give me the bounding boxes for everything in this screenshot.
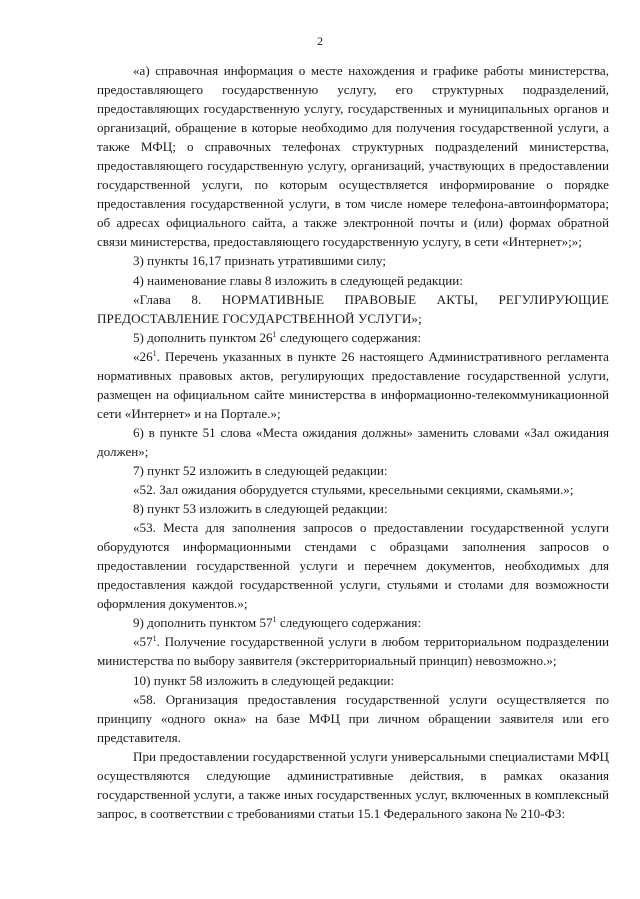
document-body xyxy=(97,61,609,823)
paragraph-item-6: 6) в пункте 51 слова «Места ожидания должны» заменить словами «Зал ожидания должен»; xyxy=(97,424,609,459)
paragraph-53: «53. Места для заполнения запросов о предоставлении государственной услуги оборудуются информационными стендами с образцами заполнения запросов о предоставлении государственной услуги и перечнем документов, необходимых для предоставления каждой государственной услуги, стульями и столами для возможности оформления документов.»; xyxy=(97,520,609,612)
superscript: 1 xyxy=(272,329,277,339)
paragraph-item-7: 7) пункт 52 изложить в следующей редакции: xyxy=(133,462,388,478)
paragraph-item-4: 4) наименование главы 8 изложить в следующей редакции: xyxy=(133,272,463,288)
paragraph-57-1 xyxy=(97,632,609,670)
chapter-8-heading: «Глава 8. НОРМАТИВНЫЕ ПРАВОВЫЕ АКТЫ, РЕГУЛИРУЮЩИЕ ПРЕДОСТАВЛЕНИЕ ГОСУДАРСТВЕННОЙ УСЛУГИ»; xyxy=(97,291,609,326)
paragraph-item-10: 10) пункт 58 изложить в следующей редакции: xyxy=(133,672,395,688)
paragraph-text: . Получение государственной услуги в любом территориальном подразделении министерства по выбору заявителя (экстерриториальный принцип) невозможно.»; xyxy=(97,634,609,669)
paragraph-info-a: «а) справочная информация о месте нахождения и графике работы министерства, предоставляющего государственную услугу, его структурных подразделений, предоставляющих государственную услугу, государственных и муниципальных органов и организаций, обращение в которые необходимо для получения государственной услуги, а также МФЦ; о справочных телефонах структурных подразделений министерства, предоставляющего государственную услугу, организаций, участвующих в предоставлении государственной услуги, по которым осуществляется информирование о порядке предоставления государственной услуги, в том числе номере телефона-автоинформатора; об адресах официального сайта, а также электронной почты и (или) формах обратной связи министерства, предоставляющего государственную услугу, в сети «Интернет»;»; xyxy=(97,63,609,250)
paragraph-text: следующего содержания: xyxy=(276,329,422,345)
paragraph-52: «52. Зал ожидания оборудуется стульями, кресельными секциями, скамьями.»; xyxy=(133,482,574,498)
paragraph-text: «26 xyxy=(133,348,153,364)
paragraph-text: 5) дополнить пунктом 26 xyxy=(133,329,273,345)
paragraph-item-9 xyxy=(97,613,609,632)
paragraph-58-continued: При предоставлении государственной услуги универсальными специалистами МФЦ осуществляются следующие административные действия, в рамках оказания государственной услуги, а также иных государственных услуг, включенных в комплексный запрос, в соответствии с требованиями статьи 15.1 Федерального закона № 210-ФЗ: xyxy=(97,748,609,821)
page-number: 2 xyxy=(317,34,323,48)
paragraph-item-3: 3) пункты 16,17 признать утратившими силу; xyxy=(133,253,387,269)
superscript: 1 xyxy=(152,634,157,644)
paragraph-item-8: 8) пункт 53 изложить в следующей редакции: xyxy=(133,501,388,517)
paragraph-item-5 xyxy=(97,328,609,347)
paragraph-58: «58. Организация предоставления государственной услуги осуществляется по принципу «одного окна» на базе МФЦ при личном обращении заявителя или его представителя. xyxy=(97,691,609,745)
paragraph-text: «57 xyxy=(133,634,153,650)
paragraph-26-1 xyxy=(97,347,609,423)
paragraph-text: . Перечень указанных в пункте 26 настоящего Административного регламента нормативных правовых актов, регулирующих предоставление государственной услуги, размещен на официальном сайте министерства в информационно-телекоммуникационной сети «Интернет» и на Портале.»; xyxy=(97,348,609,421)
superscript: 1 xyxy=(152,348,157,358)
paragraph-text: следующего содержания: xyxy=(276,615,422,631)
superscript: 1 xyxy=(272,615,277,625)
paragraph-text: 9) дополнить пунктом 57 xyxy=(133,615,273,631)
